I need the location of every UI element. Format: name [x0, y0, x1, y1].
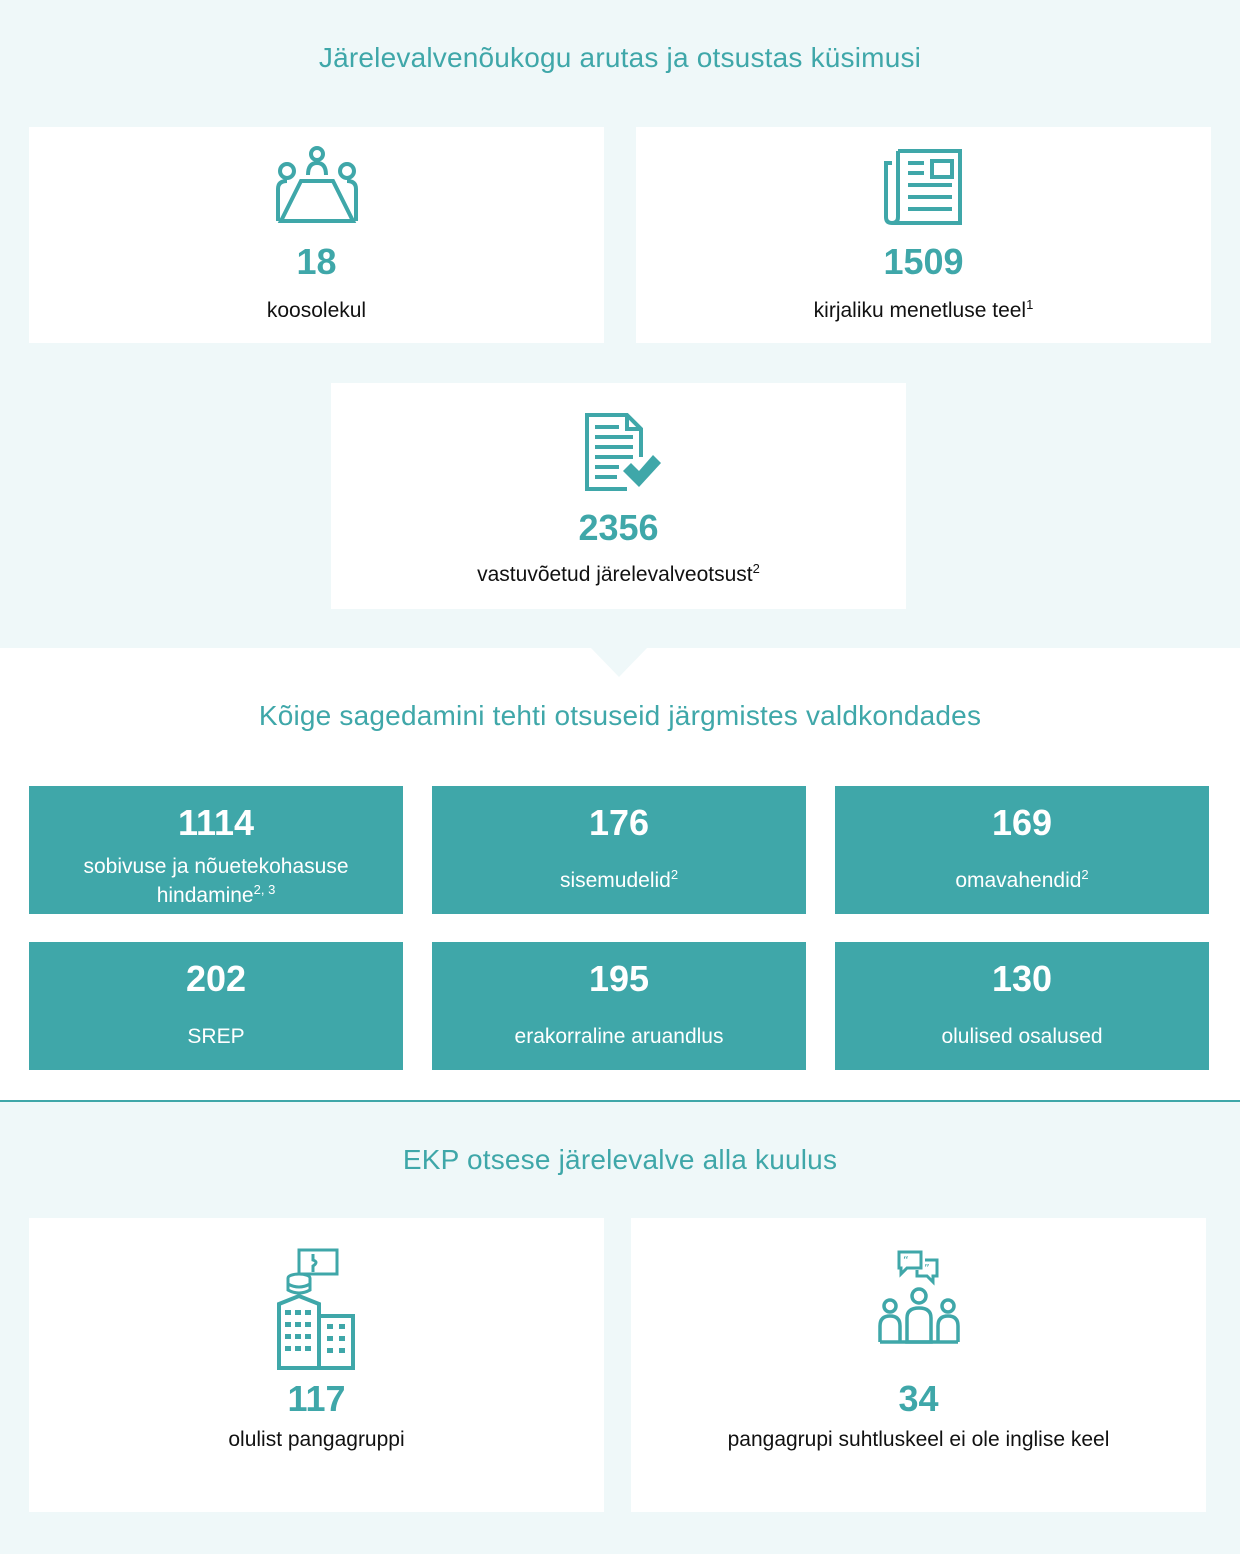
tile-footnote: 2 — [670, 867, 679, 882]
tile-own-funds — [835, 786, 1209, 914]
tile-footnote: 2, 3 — [253, 882, 276, 897]
bank-buildings-icon — [275, 1246, 359, 1370]
bank-groups-label: olulist pangagruppi — [228, 1428, 405, 1451]
footnote-2: 2 — [752, 561, 760, 576]
tile-value: 169 — [991, 802, 1053, 843]
tile-srep — [29, 942, 403, 1070]
direct-supervision-section — [0, 1100, 1240, 1554]
tile-value: 1114 — [177, 802, 255, 843]
decisions-label: vastuvõetud järelevalveotsust$^2$ — [477, 561, 760, 586]
language-count: 34 — [898, 1378, 939, 1419]
tile-label: erakorraline aruandlus — [514, 1025, 724, 1048]
tile-label: sobivuse ja nõuetekohasuse hindamine$^{2, 3}$ — [83, 855, 349, 907]
tile-fit-and-proper — [29, 786, 403, 914]
tile-value: 176 — [588, 802, 650, 843]
document-check-icon — [583, 411, 663, 493]
tile-ad-hoc-reporting — [432, 942, 806, 1070]
tile-qualifying-holdings — [835, 942, 1209, 1070]
supervisory-board-section — [0, 0, 1240, 648]
meeting-table-icon — [275, 145, 359, 225]
bank-groups-count: 117 — [287, 1378, 346, 1419]
section3-heading: EKP otsese järelevalve alla kuulus — [402, 1144, 838, 1175]
written-procedure-count: 1509 — [883, 241, 964, 282]
meetings-count: 18 — [296, 241, 337, 282]
svg-text:”: ” — [923, 1262, 930, 1275]
tile-label: sisemudelid$^2$ — [559, 867, 679, 892]
meetings-label: koosolekul — [266, 299, 367, 322]
footnote-1: 1 — [1026, 297, 1034, 312]
section2-heading: Kõige sagedamini tehti otsuseid järgmistes valdkondades — [258, 700, 982, 731]
tile-value: 130 — [991, 958, 1053, 999]
tile-internal-models — [432, 786, 806, 914]
written-procedure-label: kirjaliku menetluse teel$^1$ — [813, 297, 1034, 322]
tile-label: olulised osalused — [941, 1025, 1103, 1048]
tile-value: 195 — [588, 958, 650, 999]
newspaper-icon — [884, 147, 964, 227]
meetings-card — [29, 127, 604, 343]
bank-groups-card — [29, 1218, 604, 1512]
section1-heading: Järelevalvenõukogu arutas ja otsustas küsimusi — [318, 42, 922, 73]
people-speech-icon — [877, 1248, 961, 1344]
decisions-card — [331, 383, 906, 609]
tile-label: omavahendid$^2$ — [955, 867, 1089, 892]
written-procedure-card — [636, 127, 1211, 343]
tile-footnote: 2 — [1081, 867, 1089, 882]
tile-label: SREP — [187, 1025, 245, 1048]
tile-value: 202 — [185, 958, 247, 999]
decisions-count: 2356 — [578, 507, 659, 548]
svg-text:“: “ — [902, 1254, 909, 1267]
section-pointer-arrow — [590, 647, 648, 677]
language-card — [631, 1218, 1206, 1512]
language-label: pangagrupi suhtluskeel ei ole inglise keel — [727, 1428, 1110, 1451]
